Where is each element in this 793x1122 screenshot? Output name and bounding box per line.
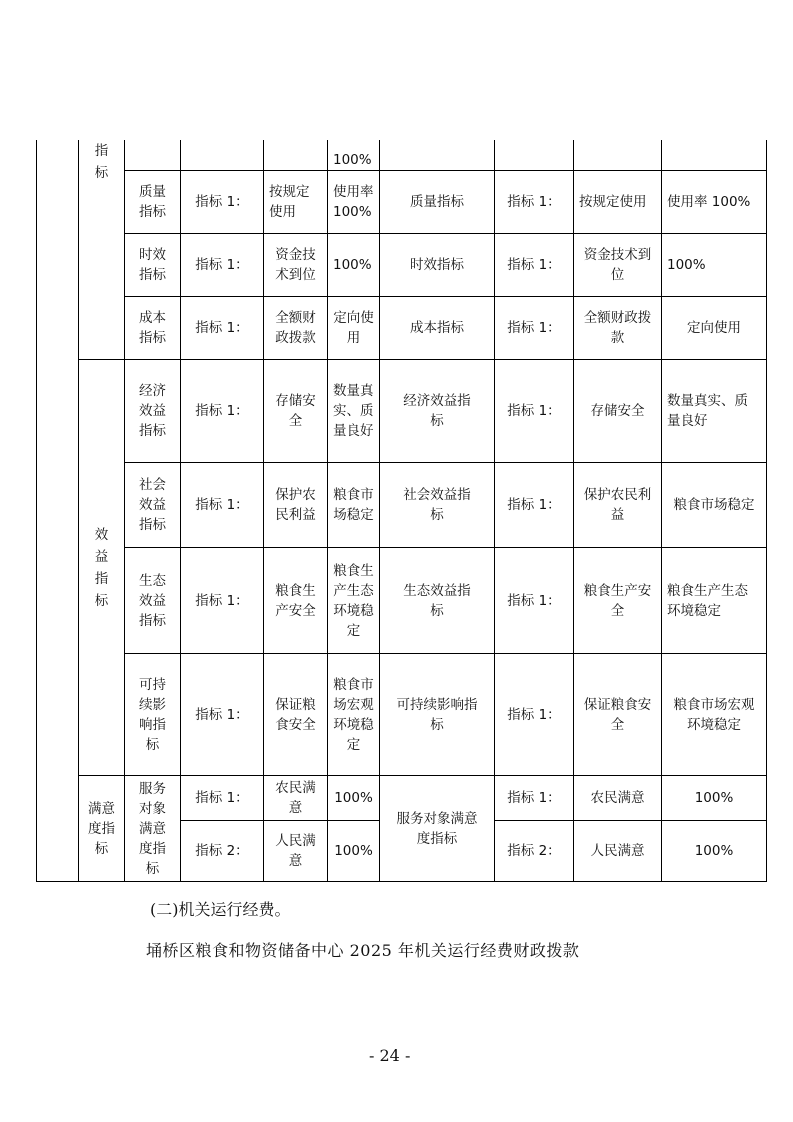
- indicator-label: 指标 1：: [507, 320, 561, 336]
- indicator-value: 100%: [694, 790, 734, 806]
- indicator-label: 指标 2：: [195, 843, 249, 859]
- indicator-label: 指标 1：: [195, 497, 249, 513]
- indicator-value: 100%: [334, 790, 373, 806]
- indicator-label: 指标 1：: [507, 706, 561, 723]
- indicator-value: 粮食生产生态环境稳定: [667, 582, 748, 619]
- indicator-value: 粮食生产生态环境稳定: [333, 562, 374, 639]
- indicator-content: 按规定使用: [269, 184, 310, 220]
- indicator-label: 指标 2：: [507, 843, 561, 859]
- indicator-label: 指标 1：: [507, 497, 561, 513]
- indicator-label: 指标 1：: [507, 194, 561, 210]
- indicator-content: 全额财政拨款: [275, 310, 316, 346]
- indicator-value: 数量真实、质量良好: [333, 383, 374, 439]
- indicator-content: 农民满意: [590, 790, 645, 806]
- indicator-content: 全额财政拨款: [583, 310, 652, 346]
- indicator-content: 粮食生产安全: [583, 582, 652, 619]
- indicator-label: 指标 1：: [195, 403, 249, 419]
- indicator-label: 指标 1：: [507, 790, 561, 806]
- indicator-label: 指标 1：: [195, 706, 249, 723]
- indicator-content: 按规定使用: [579, 194, 647, 210]
- indicator-type: 时效指标: [410, 257, 464, 273]
- document-subtitle: 埇桥区粮食和物资储备中心 2025 年机关运行经费财政拨款: [146, 941, 580, 960]
- indicator-value: 100%: [667, 257, 706, 273]
- indicator-value: 100%: [334, 843, 373, 859]
- group-satisfaction: 满意度指标: [88, 800, 115, 857]
- indicator-label: 指标 1：: [507, 403, 561, 419]
- indicator-type: 可持续影响指标: [396, 696, 478, 733]
- indicator-value: 定向使用: [333, 310, 374, 346]
- indicator-value: 使用率 100%: [667, 194, 751, 210]
- indicator-type: 成本指标: [410, 320, 464, 336]
- indicator-content: 存储安全: [275, 393, 316, 429]
- indicator-content: 资金技术到位: [583, 247, 652, 283]
- indicator-value: 100%: [333, 257, 372, 273]
- indicator-type: 生态效益指标: [403, 582, 471, 619]
- indicator-type: 服务对象满意度指标: [396, 810, 478, 847]
- indicator-label: 指标 1：: [195, 592, 249, 609]
- page-number: - 24 -: [369, 1046, 411, 1065]
- sub-indicator: 生态效益指标: [139, 572, 166, 629]
- indicator-value: 粮食市场宏观环境稳定: [673, 696, 755, 733]
- indicator-type: 社会效益指标: [403, 487, 471, 523]
- indicator-label: 指标 1：: [195, 320, 249, 336]
- indicator-type: 经济效益指标: [403, 393, 471, 429]
- sub-indicator: 成本指标: [139, 310, 166, 346]
- table-border-bottom: [36, 881, 767, 882]
- sub-indicator: 时效指标: [139, 247, 166, 283]
- indicator-content: 资金技术到位: [275, 247, 316, 283]
- group-output-tail: 指标: [94, 143, 109, 181]
- indicator-content: 粮食生产安全: [275, 582, 316, 619]
- sub-indicator: 社会效益指标: [139, 477, 166, 533]
- table-border-right: [766, 140, 767, 882]
- sub-indicator: 可持续影响指标: [139, 676, 166, 753]
- indicator-value: 100%: [694, 843, 734, 859]
- sub-indicator: 服务对象满意度指标: [139, 780, 166, 877]
- indicator-type: 质量指标: [410, 194, 464, 210]
- indicator-content: 保证粮食安全: [583, 696, 652, 733]
- cell-value: 100%: [333, 152, 372, 168]
- section-heading: (二)机关运行经费。: [150, 900, 291, 919]
- indicator-value: 粮食市场稳定: [673, 497, 755, 513]
- indicator-content: 保护农民利益: [275, 487, 316, 523]
- indicator-content: 存储安全: [590, 403, 645, 419]
- indicator-content: 保证粮食安全: [275, 696, 316, 733]
- table-border-left: [36, 140, 37, 882]
- indicator-label: 指标 1：: [507, 257, 561, 273]
- indicator-label: 指标 1：: [195, 194, 249, 210]
- indicator-content: 人民满意: [590, 843, 645, 859]
- indicator-value: 粮食市场稳定: [333, 487, 374, 523]
- indicator-value: 粮食市场宏观环境稳定: [333, 676, 374, 753]
- indicator-value: 数量真实、质量良好: [667, 393, 748, 429]
- indicator-label: 指标 1：: [195, 257, 249, 273]
- indicator-label: 指标 1：: [195, 790, 249, 806]
- indicator-content: 保护农民利益: [583, 487, 652, 523]
- indicator-value: 使用率100%: [333, 184, 374, 220]
- group-benefit: 效益指标: [94, 526, 109, 609]
- indicator-content: 农民满意: [275, 780, 316, 816]
- sub-indicator: 经济效益指标: [139, 383, 166, 439]
- indicator-content: 人民满意: [275, 833, 316, 869]
- sub-indicator: 质量指标: [139, 184, 166, 220]
- indicator-value: 定向使用: [687, 320, 741, 336]
- indicator-label: 指标 1：: [507, 592, 561, 609]
